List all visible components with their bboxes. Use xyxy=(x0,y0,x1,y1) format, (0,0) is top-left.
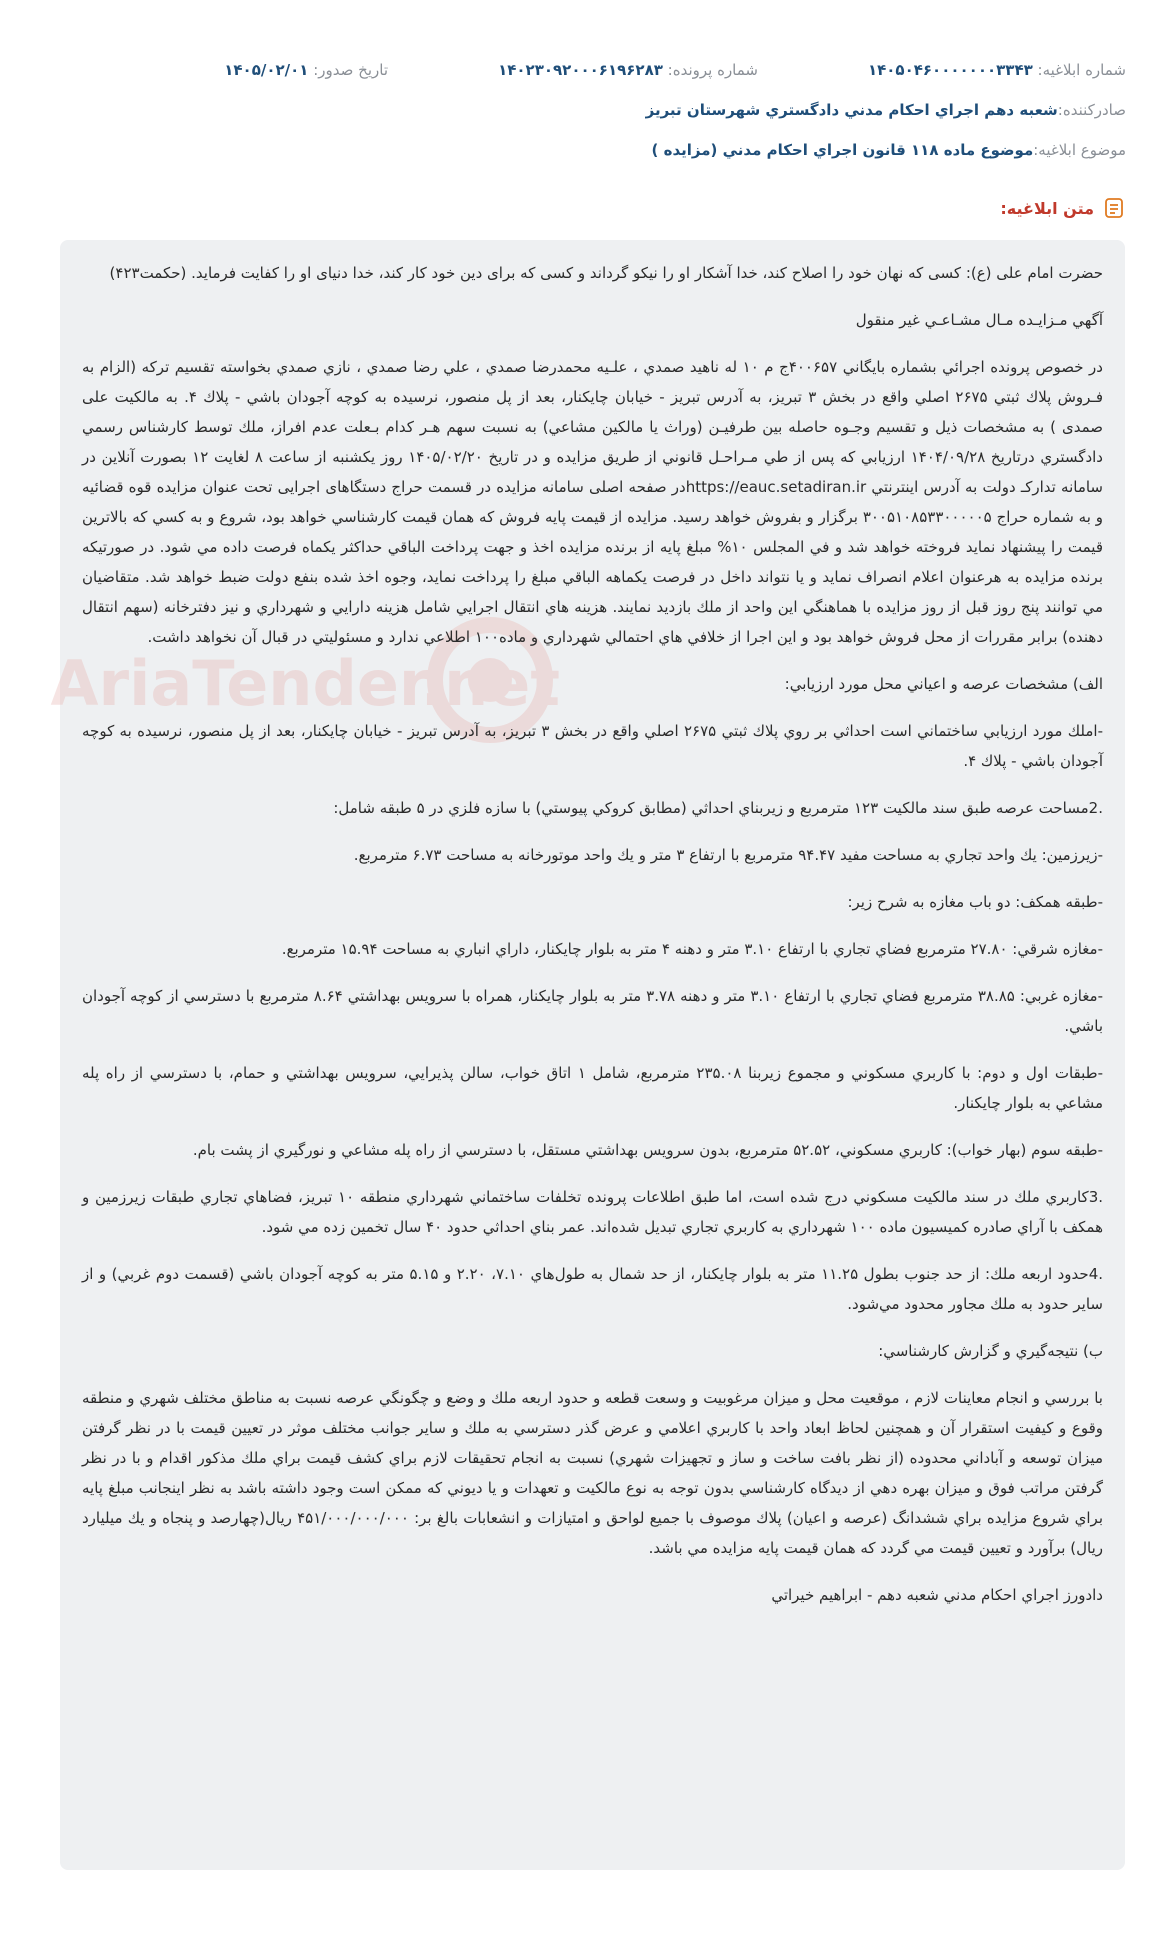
notice-text-heading: متن ابلاغيه: xyxy=(1000,196,1126,220)
paragraph-item-2: .2مساحت عرصه طبق سند مالكيت ۱۲۳ مترمربع و زيربناي احداثي (مطابق كروكي پيوستي) با سازه فلزي در ۵ طبقه شامل: xyxy=(333,799,1103,817)
subject-row: موضوع ابلاغيه: موضوع ماده ۱۱۸ قانون اجراي احكام مدني (مزايده ) xyxy=(651,141,1126,159)
paragraph-item-1: -املك مورد ارزيابي ساختماني است احداثي بر روي پلاك ثبتي ۲۶۷۵ اصلي واقع در بخش ۳ تبريز، به آدرس تبريز - خيابان چايكنار، بعد از پل منصور، نرسيده به كوچه آجودان باشي - پلاك ۴. xyxy=(82,722,1103,770)
paragraph-first-second-floor: -طبقات اول و دوم: با كاربري مسكوني و مجموع زيربنا ۲۳۵.۰۸ مترمربع، شامل ۱ اتاق خواب، سالن پذيرايي، سرويس بهداشتي و حمام، با دسترسي از راه پله مشاعي به بلوار چايكنار. xyxy=(82,1064,1103,1112)
paragraph-title: آگهي مـزايـده مـال مشـاعـي غير منقول xyxy=(855,311,1103,329)
issuer-row: صادرکننده: شعبه دهم اجراي احكام مدني دادگستري شهرستان تبريز xyxy=(645,101,1126,119)
paragraph-hadith: حضرت امام علی (ع): کسی که نهان خود را اصلاح کند، خدا آشکار او را نیکو گرداند و کسی که برای دین خود کار کند، خدا دنیای او را کفایت فرماید. (حکمت۴۲۳) xyxy=(109,264,1103,282)
svg-text:AriaTender.net: AriaTender.net xyxy=(50,647,560,720)
paragraph-item-4: .4حدود اربعه ملك: از حد جنوب بطول ۱۱.۲۵ متر به بلوار چايكنار، از حد شمال به طول‌هاي ۷.۱۰، ۲.۲۰ و ۵.۱۵ متر به كوچه آجودان باشي (قسمت دوم غربي) و از ساير حدود به ملك مجاور محدود مي‌شود. xyxy=(82,1265,1104,1313)
paragraph-section-a: الف) مشخصات عرصه و اعياني محل مورد ارزيابي: xyxy=(784,675,1103,693)
notice-number: شماره ابلاغيه: ۱۴۰۵۰۴۶۰۰۰۰۰۰۰۳۳۴۳ xyxy=(867,61,1126,79)
paragraph-signature: دادورز اجراي احكام مدني شعبه دهم - ابراهيم خيراتي xyxy=(771,1586,1103,1604)
paragraph-conclusion: با بررسي و انجام معاينات لازم ، موقعيت محل و ميزان مرغوبيت و وسعت قطعه و حدود اربعه ملك و وضع و چگونگي عرصه نسبت به مناطق مختلف شهري و منطقه وقوع و كيفيت استقرار آن و همچنين لحاظ ابعاد واحد با كاربري اعلامي و عرض گذر دسترسي به ملك و ساير جوانب مختلف موثر در تعيين قيمت با در نظر گرفتن ميزان توسعه و آباداني محدوده (از نظر بافت ساخت و ساز و تجهيزات شهري) نسبت به انجام تحقيقات لازم براي كشف قيمت براي ملك مذكور اقدام و با در نظر گرفتن مراتب فوق و ميزان بهره دهي از ديدگاه كارشناسي بدون توجه به نوع مالكيت و تعهدات و يا ديوني كه ممكن است وجود داشته باشد به نظر اينجانب مبلغ پايه براي شروع مزايده براي ششدانگ (عرصه و اعيان) پلاك موصوف با جميع لواحق و امتيازات و انشعابات بالغ بر: ۴۵۱/۰۰۰/۰۰۰/۰۰۰ ريال(چهارصد و پنجاه و يك ميليارد ريال) برآورد و تعيين قيمت مي گردد كه همان قيمت پايه مزايده مي باشد. xyxy=(82,1389,1103,1557)
notice-body xyxy=(50,240,1125,1870)
paragraph-basement: -زيرزمين: يك واحد تجاري به مساحت مفيد ۹۴.۴۷ مترمربع با ارتفاع ۳ متر و يك واحد موتورخانه به مساحت ۶.۷۳ مترمربع. xyxy=(353,846,1103,864)
document-icon xyxy=(1102,196,1126,220)
paragraph-ground-floor: -طبقه همكف: دو باب مغازه به شرح زير: xyxy=(847,893,1103,911)
case-number: شماره پرونده: ۱۴۰۲۳۰۹۲۰۰۰۶۱۹۶۲۸۳ xyxy=(498,61,758,79)
notice-header xyxy=(48,50,1126,170)
meta-row-numbers xyxy=(48,50,1126,90)
paragraph-section-b: ب) نتيجه‌گيري و گزارش كارشناسي: xyxy=(878,1342,1103,1360)
paragraph-east-shop: -مغازه شرقي: ۲۷.۸۰ مترمربع فضاي تجاري با ارتفاع ۳.۱۰ متر و دهنه ۴ متر به بلوار چايكنار، داراي انباري به مساحت ۱۵.۹۴ مترمربع. xyxy=(281,940,1103,958)
paragraph-item-3: .3كاربري ملك در سند مالكيت مسكوني درج شده است، اما طبق اطلاعات پرونده تخلفات ساختماني شهرداري منطقه ۱۰ تبريز، فضاهاي تجاري طبقات زيرزمين و همكف با آراي صادره كميسيون ماده ۱۰۰ شهرداري به كاربري تجاري تبديل شده‌اند. عمر بناي احداثي حدود ۴۰ سال تخمين زده مي شود. xyxy=(82,1188,1104,1236)
paragraph-third-floor: -طبقه سوم (بهار خواب): كاربري مسكوني، ۵۲.۵۲ مترمربع، بدون سرويس بهداشتي مستقل، با دسترسي از راه پله مشاعي و نورگيري از پشت بام. xyxy=(192,1141,1103,1159)
paragraph-main: در خصوص پرونده اجرائي بشماره بايگاني ۴۰۰۶۵۷ج م ۱۰ له ناهيد صمدي ، علـيه محمدرضا صمدي ، علي رضا صمدي ، نازي صمدي بخواسته تقسيم تركه (الزام به فـروش پلاك ثبتي ۲۶۷۵ اصلي واقع در بخش ۳ تبريز، به آدرس تبريز - خيابان چايكنار، بعد از پل منصور، نرسيده به كوچه آجودان باشي - پلاك ۴. به مالکيت علی صمدی ) به مشخصات ذيل و تقسيم وجـوه حاصله بين طرفيـن (وراث يا مالكين مشاعي) به نسبت سهم هـر كدام بـعلت عدم افراز، ملك توسط كارشناس رسمي دادگستري درتاريخ ۱۴۰۴/۰۹/۲۸ ارزيابي كه پس از طي مـراحـل قانوني از طريق مزايده و در تاريخ ۱۴۰۵/۰۲/۲۰ روز يكشنبه از ساعت ۸ لغايت ۱۲ بصورت آنلاين در سامانه تداركـ دولت به آدرس اينترنتي https://eauc.setadiran.irدر صفحه اصلی سامانه مزایده در قسمت حراج دستگاهای اجرایی تحت عنوان مزايده قوه قضائيه و به شماره حراج ۳۰۰۵۱۰۸۵۳۳۰۰۰۰۰۵ برگزار و بفروش خواهد رسيد. مزايده از قيمت پايه فروش كه همان قيمت كارشناسي خواهد بود، شروع و به كسي كه بالاترين قيمت را پيشنهاد نمايد فروخته خواهد شد و في المجلس ۱۰% مبلغ پايه از برنده مزايده اخذ و جهت پرداخت الباقي حداكثر يكماه فرصت داده مي شود. در صورتيكه برنده مزايده به هرعنوان اعلام انصراف نمايد و يا نتواند داخل در فرصت يكماهه الباقي مبلغ را پرداخت نمايد، وجوه اخذ شده بنفع دولت ضبط خواهد شد. متقاضيان مي توانند پنج روز قبل از روز مزايده با هماهنگي اين واحد از ملك بازديد نمايند. هزينه هاي انتقال اجرايي شامل هزينه دارايي و شهرداري و نيز دفترخانه (سهم انتقال دهنده) برابر مقررات از محل فروش خواهد بود و اين اجرا از خلافي هاي احتمالي شهرداري و ماده۱۰۰ اطلاعي ندارد و مسئوليتي در قبال آن نخواهد داشت. xyxy=(82,358,1104,646)
issue-date: تاريخ صدور: ۱۴۰۵/۰۲/۰۱ xyxy=(224,61,388,79)
paragraph-west-shop: -مغازه غربي: ۳۸.۸۵ مترمربع فضاي تجاري با ارتفاع ۳.۱۰ متر و دهنه ۳.۷۸ متر به بلوار چايكنار، همراه با سرويس بهداشتي ۸.۶۴ مترمربع با دسترسي از كوچه آجودان باشي. xyxy=(82,987,1104,1035)
